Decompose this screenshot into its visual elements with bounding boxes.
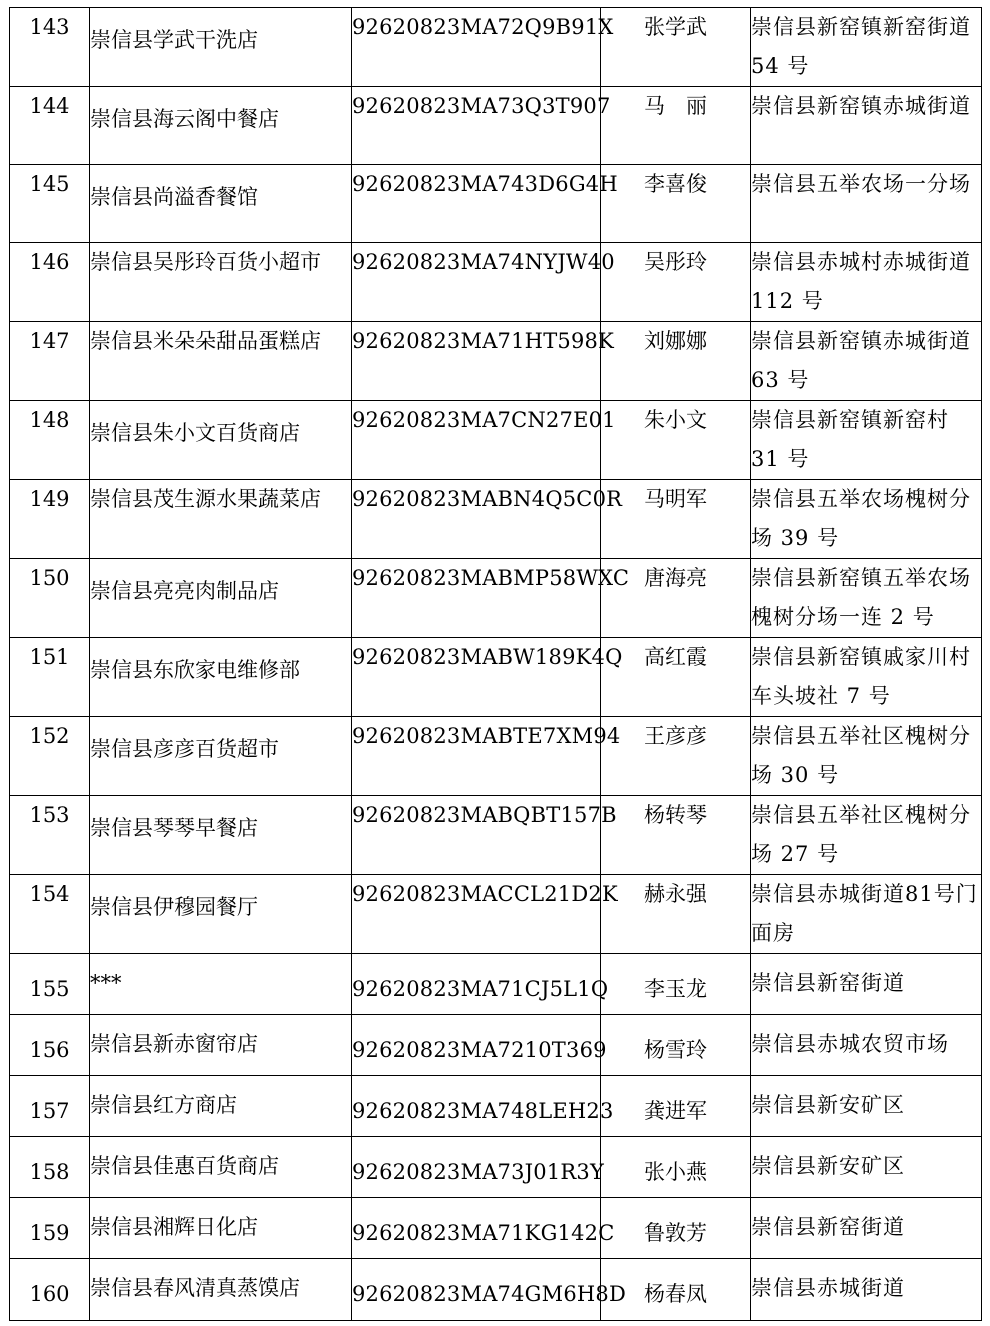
business-registry-table: [9, 7, 982, 1321]
operator-name: 刘娜娜: [601, 322, 751, 401]
credit-code: 92620823MA72Q9B91X: [352, 8, 601, 87]
business-name: 崇信县东欣家电维修部: [90, 638, 352, 717]
operator-name: 高红霞: [601, 638, 751, 717]
row-number: 160: [10, 1259, 90, 1321]
table-row: [10, 559, 982, 638]
credit-code: 92620823MA74NYJW40: [352, 243, 601, 322]
credit-code: 92620823MA71KG142C: [352, 1198, 601, 1259]
table-row: [10, 401, 982, 480]
business-address: 崇信县五举社区槐树分场 30 号: [751, 717, 982, 796]
credit-code: 92620823MA71HT598K: [352, 322, 601, 401]
registry-table-body: [10, 8, 982, 1321]
business-name: 崇信县伊穆园餐厅: [90, 875, 352, 954]
business-address: 崇信县新窑镇赤城街道 63 号: [751, 322, 982, 401]
row-number: 155: [10, 954, 90, 1015]
credit-code: 92620823MA71CJ5L1Q: [352, 954, 601, 1015]
business-name: 崇信县琴琴早餐店: [90, 796, 352, 875]
credit-code: 92620823MA73Q3T907: [352, 87, 601, 165]
business-name: 崇信县彦彦百货超市: [90, 717, 352, 796]
table-row: [10, 1137, 982, 1198]
business-address: 崇信县新窑镇新窑街道 54 号: [751, 8, 982, 87]
business-address: 崇信县新窑街道: [751, 1198, 982, 1259]
business-address: 崇信县新窑镇新窑村 31 号: [751, 401, 982, 480]
operator-name: 张学武: [601, 8, 751, 87]
business-name: 崇信县春风清真蒸馍店: [90, 1259, 352, 1321]
table-row: [10, 954, 982, 1015]
business-name: 崇信县米朵朵甜品蛋糕店: [90, 322, 352, 401]
table-row: [10, 875, 982, 954]
table-row: [10, 243, 982, 322]
business-name: 崇信县佳惠百货商店: [90, 1137, 352, 1198]
business-name: ***: [90, 954, 352, 1015]
operator-name: 王彦彦: [601, 717, 751, 796]
credit-code: 92620823MA7210T369: [352, 1015, 601, 1076]
row-number: 146: [10, 243, 90, 322]
operator-name: 张小燕: [601, 1137, 751, 1198]
row-number: 152: [10, 717, 90, 796]
credit-code: 92620823MABW189K4Q: [352, 638, 601, 717]
credit-code: 92620823MABN4Q5C0R: [352, 480, 601, 559]
credit-code: 92620823MABMP58WXC: [352, 559, 601, 638]
table-row: [10, 87, 982, 165]
table-row: [10, 1076, 982, 1137]
table-row: [10, 1015, 982, 1076]
business-address: 崇信县五举社区槐树分场 27 号: [751, 796, 982, 875]
row-number: 157: [10, 1076, 90, 1137]
row-number: 143: [10, 8, 90, 87]
business-address: 崇信县新安矿区: [751, 1137, 982, 1198]
business-name: 崇信县海云阁中餐店: [90, 87, 352, 165]
credit-code: 92620823MA73J01R3Y: [352, 1137, 601, 1198]
table-row: [10, 480, 982, 559]
business-address: 崇信县赤城街道: [751, 1259, 982, 1321]
row-number: 144: [10, 87, 90, 165]
operator-name: 吴彤玲: [601, 243, 751, 322]
row-number: 148: [10, 401, 90, 480]
table-row: [10, 165, 982, 243]
business-name: 崇信县尚溢香餐馆: [90, 165, 352, 243]
row-number: 159: [10, 1198, 90, 1259]
operator-name: 马 丽: [601, 87, 751, 165]
business-name: 崇信县茂生源水果蔬菜店: [90, 480, 352, 559]
operator-name: 杨春凤: [601, 1259, 751, 1321]
business-name: 崇信县朱小文百货商店: [90, 401, 352, 480]
business-address: 崇信县赤城街道81号门面房: [751, 875, 982, 954]
business-address: 崇信县新窑镇五举农场槐树分场一连 2 号: [751, 559, 982, 638]
operator-name: 鲁敦芳: [601, 1198, 751, 1259]
operator-name: 杨转琴: [601, 796, 751, 875]
operator-name: 马明军: [601, 480, 751, 559]
business-name: 崇信县吴彤玲百货小超市: [90, 243, 352, 322]
business-address: 崇信县新安矿区: [751, 1076, 982, 1137]
credit-code: 92620823MA7CN27E01: [352, 401, 601, 480]
business-name: 崇信县红方商店: [90, 1076, 352, 1137]
table-row: [10, 796, 982, 875]
row-number: 158: [10, 1137, 90, 1198]
business-address: 崇信县赤城村赤城街道 112 号: [751, 243, 982, 322]
table-row: [10, 322, 982, 401]
row-number: 147: [10, 322, 90, 401]
credit-code: 92620823MA74GM6H8D: [352, 1259, 601, 1321]
operator-name: 龚进军: [601, 1076, 751, 1137]
credit-code: 92620823MACCL21D2K: [352, 875, 601, 954]
credit-code: 92620823MA743D6G4H: [352, 165, 601, 243]
business-name: 崇信县湘辉日化店: [90, 1198, 352, 1259]
operator-name: 朱小文: [601, 401, 751, 480]
operator-name: 杨雪玲: [601, 1015, 751, 1076]
table-row: [10, 1259, 982, 1321]
credit-code: 92620823MABTE7XM94: [352, 717, 601, 796]
business-address: 崇信县新窑街道: [751, 954, 982, 1015]
table-row: [10, 8, 982, 87]
business-address: 崇信县赤城农贸市场: [751, 1015, 982, 1076]
business-address: 崇信县五举农场一分场: [751, 165, 982, 243]
table-row: [10, 717, 982, 796]
operator-name: 赫永强: [601, 875, 751, 954]
row-number: 149: [10, 480, 90, 559]
credit-code: 92620823MABQBT157B: [352, 796, 601, 875]
business-name: 崇信县学武干洗店: [90, 8, 352, 87]
business-name: 崇信县亮亮肉制品店: [90, 559, 352, 638]
business-address: 崇信县五举农场槐树分场 39 号: [751, 480, 982, 559]
row-number: 151: [10, 638, 90, 717]
operator-name: 李玉龙: [601, 954, 751, 1015]
row-number: 145: [10, 165, 90, 243]
credit-code: 92620823MA748LEH23: [352, 1076, 601, 1137]
business-name: 崇信县新赤窗帘店: [90, 1015, 352, 1076]
table-row: [10, 1198, 982, 1259]
business-address: 崇信县新窑镇戚家川村车头坡社 7 号: [751, 638, 982, 717]
row-number: 150: [10, 559, 90, 638]
row-number: 156: [10, 1015, 90, 1076]
operator-name: 李喜俊: [601, 165, 751, 243]
operator-name: 唐海亮: [601, 559, 751, 638]
row-number: 153: [10, 796, 90, 875]
business-address: 崇信县新窑镇赤城街道: [751, 87, 982, 165]
row-number: 154: [10, 875, 90, 954]
table-row: [10, 638, 982, 717]
